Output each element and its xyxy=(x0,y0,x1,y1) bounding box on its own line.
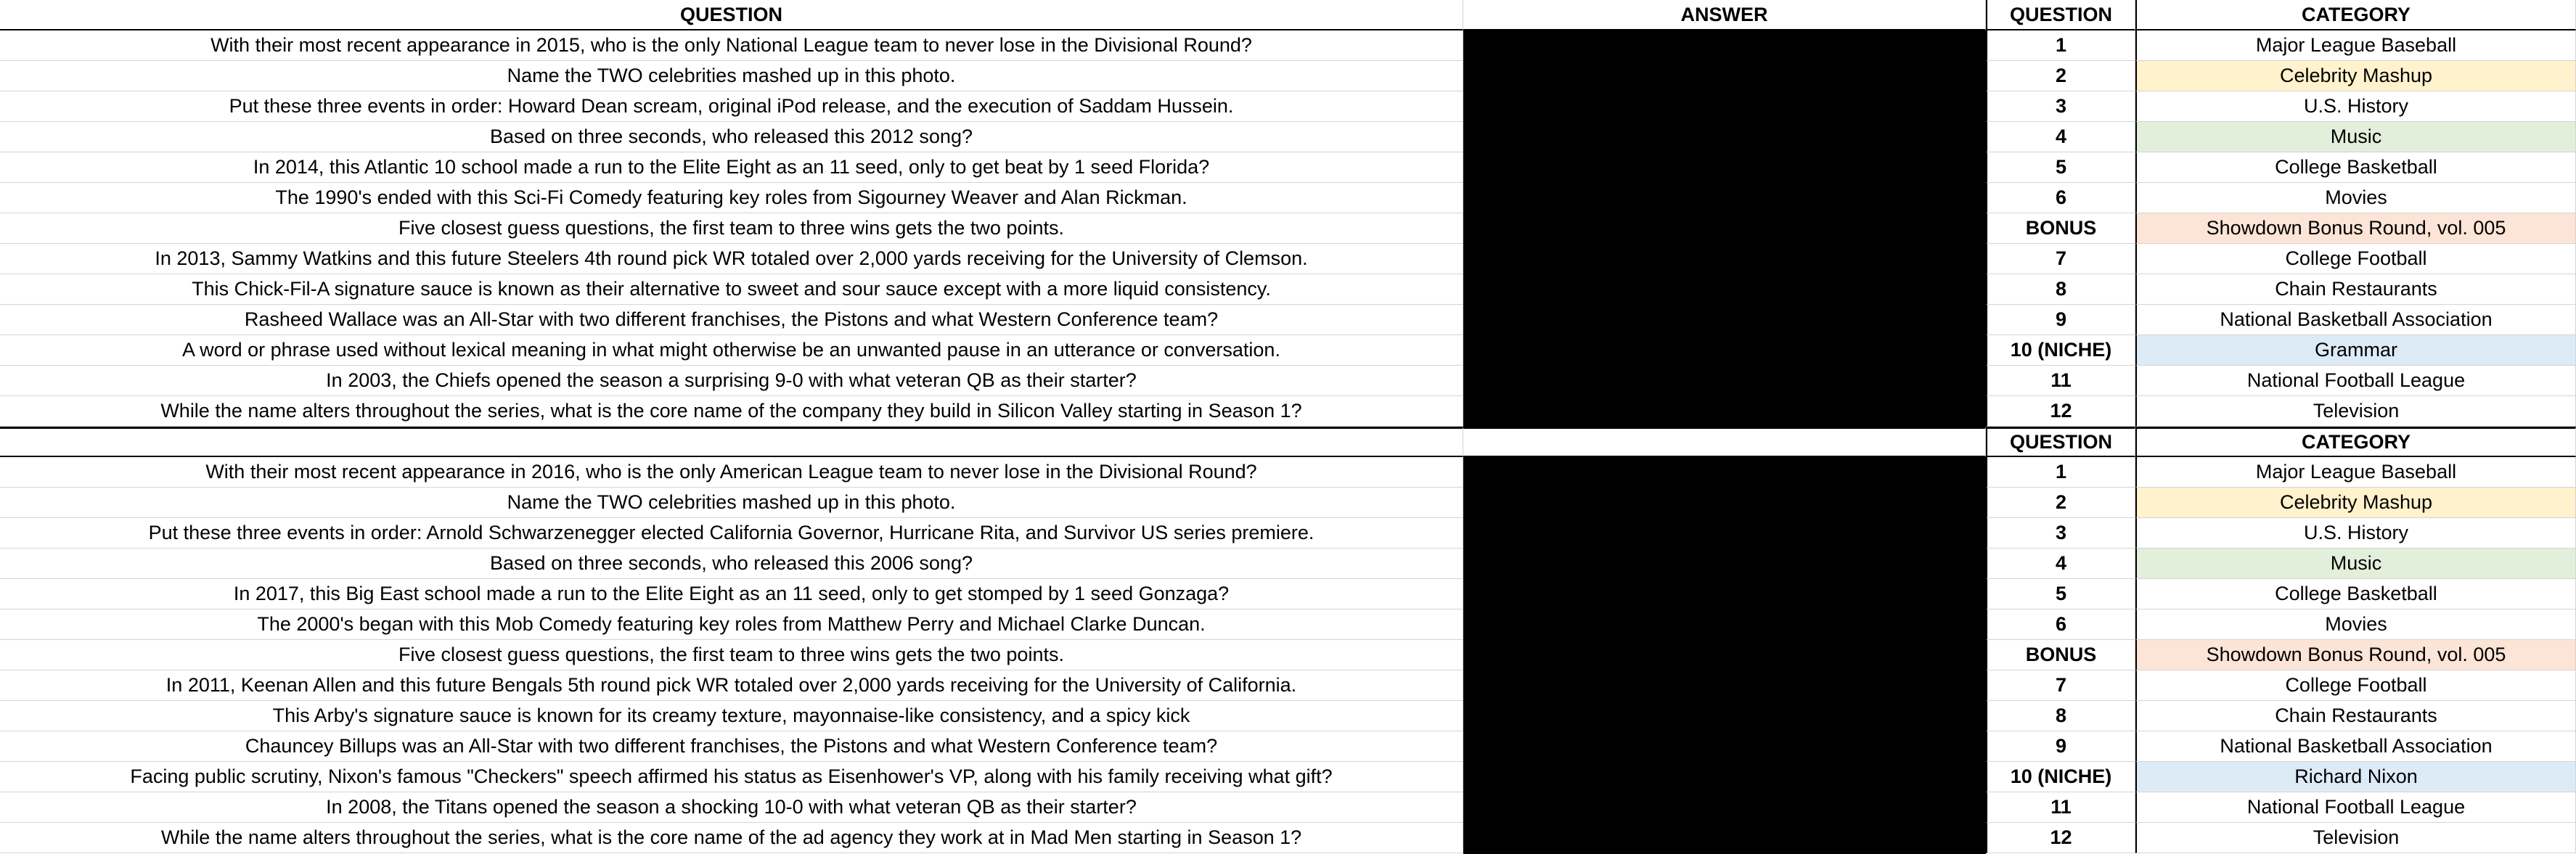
table-row xyxy=(0,30,2576,61)
table-row xyxy=(0,823,2576,853)
header-answer[interactable]: ANSWER xyxy=(1463,0,1986,30)
table-row xyxy=(0,579,2576,609)
category-cell[interactable]: Major League Baseball xyxy=(2135,457,2576,488)
question-number-cell[interactable]: 12 xyxy=(1986,396,2135,427)
category-cell[interactable]: Grammar xyxy=(2135,335,2576,366)
category-cell[interactable]: National Basketball Association xyxy=(2135,731,2576,762)
question-cell[interactable]: With their most recent appearance in 2015, who is the only National League team to never lose in the Divisional Round? xyxy=(0,30,1463,61)
question-cell[interactable]: Put these three events in order: Arnold Schwarzenegger elected California Governor, Hurricane Rita, and Survivor US series premiere. xyxy=(0,518,1463,549)
question-number-cell[interactable]: 5 xyxy=(1986,579,2135,609)
category-cell[interactable]: Television xyxy=(2135,823,2576,853)
question-number-cell[interactable]: 7 xyxy=(1986,244,2135,274)
header-question-number-2[interactable]: QUESTION xyxy=(1986,427,2135,457)
table-row xyxy=(0,152,2576,183)
table-row xyxy=(0,549,2576,579)
blank-cell[interactable] xyxy=(0,427,1463,457)
question-number-cell[interactable]: 9 xyxy=(1986,731,2135,762)
category-cell[interactable]: Showdown Bonus Round, vol. 005 xyxy=(2135,213,2576,244)
table-row xyxy=(0,335,2576,366)
question-cell[interactable]: Chauncey Billups was an All-Star with two different franchises, the Pistons and what Western Conference team? xyxy=(0,731,1463,762)
question-cell[interactable]: With their most recent appearance in 2016, who is the only American League team to never lose in the Divisional Round? xyxy=(0,457,1463,488)
table-row xyxy=(0,488,2576,518)
category-cell[interactable]: Celebrity Mashup xyxy=(2135,61,2576,91)
table-row xyxy=(0,640,2576,670)
table-row xyxy=(0,91,2576,122)
question-number-cell[interactable]: 2 xyxy=(1986,488,2135,518)
question-cell[interactable]: In 2013, Sammy Watkins and this future Steelers 4th round pick WR totaled over 2,000 yards receiving for the University of Clemson. xyxy=(0,244,1463,274)
question-cell[interactable]: Name the TWO celebrities mashed up in this photo. xyxy=(0,488,1463,518)
question-cell[interactable]: Based on three seconds, who released this 2006 song? xyxy=(0,549,1463,579)
question-number-cell[interactable]: BONUS xyxy=(1986,640,2135,670)
question-number-cell[interactable]: 4 xyxy=(1986,122,2135,152)
header-category[interactable]: CATEGORY xyxy=(2135,0,2576,30)
question-cell[interactable]: In 2017, this Big East school made a run to the Elite Eight as an 11 seed, only to get stomped by 1 seed Gonzaga? xyxy=(0,579,1463,609)
question-cell[interactable]: This Chick-Fil-A signature sauce is known as their alternative to sweet and sour sauce except with a more liquid consistency. xyxy=(0,274,1463,305)
category-cell[interactable]: National Basketball Association xyxy=(2135,305,2576,335)
category-cell[interactable]: Chain Restaurants xyxy=(2135,274,2576,305)
table-row xyxy=(0,731,2576,762)
category-cell[interactable]: College Football xyxy=(2135,244,2576,274)
header-question-number[interactable]: QUESTION xyxy=(1986,0,2135,30)
table-row xyxy=(0,61,2576,91)
table-row xyxy=(0,609,2576,640)
question-number-cell[interactable]: 11 xyxy=(1986,792,2135,823)
question-cell[interactable]: Five closest guess questions, the first team to three wins gets the two points. xyxy=(0,213,1463,244)
blank-cell[interactable] xyxy=(1463,427,1986,457)
question-number-cell[interactable]: BONUS xyxy=(1986,213,2135,244)
table-row xyxy=(0,183,2576,213)
table-row xyxy=(0,701,2576,731)
answer-redaction-2 xyxy=(1463,457,1986,854)
category-cell[interactable]: U.S. History xyxy=(2135,91,2576,122)
table-row xyxy=(0,670,2576,701)
question-cell[interactable]: The 2000's began with this Mob Comedy featuring key roles from Matthew Perry and Michael Clarke Duncan. xyxy=(0,609,1463,640)
question-number-cell[interactable]: 11 xyxy=(1986,366,2135,396)
question-number-cell[interactable]: 10 (NICHE) xyxy=(1986,335,2135,366)
category-cell[interactable]: Music xyxy=(2135,549,2576,579)
category-cell[interactable]: College Basketball xyxy=(2135,152,2576,183)
table-row xyxy=(0,518,2576,549)
question-number-cell[interactable]: 6 xyxy=(1986,183,2135,213)
question-number-cell[interactable]: 7 xyxy=(1986,670,2135,701)
category-cell[interactable]: Television xyxy=(2135,396,2576,427)
category-cell[interactable]: College Football xyxy=(2135,670,2576,701)
table-row xyxy=(0,457,2576,488)
question-number-cell[interactable]: 4 xyxy=(1986,549,2135,579)
category-cell[interactable]: U.S. History xyxy=(2135,518,2576,549)
table-row xyxy=(0,244,2576,274)
question-number-cell[interactable]: 8 xyxy=(1986,274,2135,305)
category-cell[interactable]: Chain Restaurants xyxy=(2135,701,2576,731)
header-question[interactable]: QUESTION xyxy=(0,0,1463,30)
question-cell[interactable]: In 2008, the Titans opened the season a shocking 10-0 with what veteran QB as their starter? xyxy=(0,792,1463,823)
table-row xyxy=(0,366,2576,396)
table-row xyxy=(0,305,2576,335)
question-number-cell[interactable]: 5 xyxy=(1986,152,2135,183)
table-row xyxy=(0,122,2576,152)
question-number-cell[interactable]: 3 xyxy=(1986,518,2135,549)
question-number-cell[interactable]: 2 xyxy=(1986,61,2135,91)
question-number-cell[interactable]: 8 xyxy=(1986,701,2135,731)
question-cell[interactable]: Name the TWO celebrities mashed up in this photo. xyxy=(0,61,1463,91)
question-number-cell[interactable]: 3 xyxy=(1986,91,2135,122)
question-cell[interactable]: Put these three events in order: Howard Dean scream, original iPod release, and the execution of Saddam Hussein. xyxy=(0,91,1463,122)
category-cell[interactable]: Richard Nixon xyxy=(2135,762,2576,792)
question-cell[interactable]: Five closest guess questions, the first team to three wins gets the two points. xyxy=(0,640,1463,670)
question-cell[interactable]: The 1990's ended with this Sci-Fi Comedy featuring key roles from Sigourney Weaver and Alan Rickman. xyxy=(0,183,1463,213)
table-row xyxy=(0,792,2576,823)
question-cell[interactable]: A word or phrase used without lexical meaning in what might otherwise be an unwanted pause in an utterance or conversation. xyxy=(0,335,1463,366)
question-number-cell[interactable]: 12 xyxy=(1986,823,2135,853)
header-category-2[interactable]: CATEGORY xyxy=(2135,427,2576,457)
question-cell[interactable]: Based on three seconds, who released this 2012 song? xyxy=(0,122,1463,152)
question-cell[interactable]: In 2011, Keenan Allen and this future Bengals 5th round pick WR totaled over 2,000 yards receiving for the University of California. xyxy=(0,670,1463,701)
question-cell[interactable]: In 2014, this Atlantic 10 school made a run to the Elite Eight as an 11 seed, only to get beat by 1 seed Florida? xyxy=(0,152,1463,183)
category-cell[interactable]: Music xyxy=(2135,122,2576,152)
answer-redaction-1 xyxy=(1463,30,1986,427)
category-cell[interactable]: Movies xyxy=(2135,609,2576,640)
question-number-cell[interactable]: 6 xyxy=(1986,609,2135,640)
question-cell[interactable]: While the name alters throughout the series, what is the core name of the company they build in Silicon Valley starting in Season 1? xyxy=(0,396,1463,427)
question-cell[interactable]: This Arby's signature sauce is known for its creamy texture, mayonnaise-like consistency, and a spicy kick xyxy=(0,701,1463,731)
category-cell[interactable]: National Football League xyxy=(2135,792,2576,823)
question-cell[interactable]: In 2003, the Chiefs opened the season a surprising 9-0 with what veteran QB as their starter? xyxy=(0,366,1463,396)
header-row-2 xyxy=(0,427,2576,457)
table-row xyxy=(0,274,2576,305)
table-row xyxy=(0,396,2576,427)
table-row xyxy=(0,762,2576,792)
question-number-cell[interactable]: 9 xyxy=(1986,305,2135,335)
category-cell[interactable]: College Basketball xyxy=(2135,579,2576,609)
question-number-cell[interactable]: 10 (NICHE) xyxy=(1986,762,2135,792)
question-cell[interactable]: Facing public scrutiny, Nixon's famous "Checkers" speech affirmed his status as Eisenhower's VP, along with his family receiving what gift? xyxy=(0,762,1463,792)
header-row xyxy=(0,0,2576,30)
category-cell[interactable]: Movies xyxy=(2135,183,2576,213)
question-cell[interactable]: While the name alters throughout the series, what is the core name of the ad agency they work at in Mad Men starting in Season 1? xyxy=(0,823,1463,853)
question-number-cell[interactable]: 1 xyxy=(1986,30,2135,61)
question-number-cell[interactable]: 1 xyxy=(1986,457,2135,488)
question-cell[interactable]: Rasheed Wallace was an All-Star with two different franchises, the Pistons and what Western Conference team? xyxy=(0,305,1463,335)
category-cell[interactable]: Showdown Bonus Round, vol. 005 xyxy=(2135,640,2576,670)
category-cell[interactable]: Major League Baseball xyxy=(2135,30,2576,61)
category-cell[interactable]: National Football League xyxy=(2135,366,2576,396)
table-row xyxy=(0,213,2576,244)
category-cell[interactable]: Celebrity Mashup xyxy=(2135,488,2576,518)
